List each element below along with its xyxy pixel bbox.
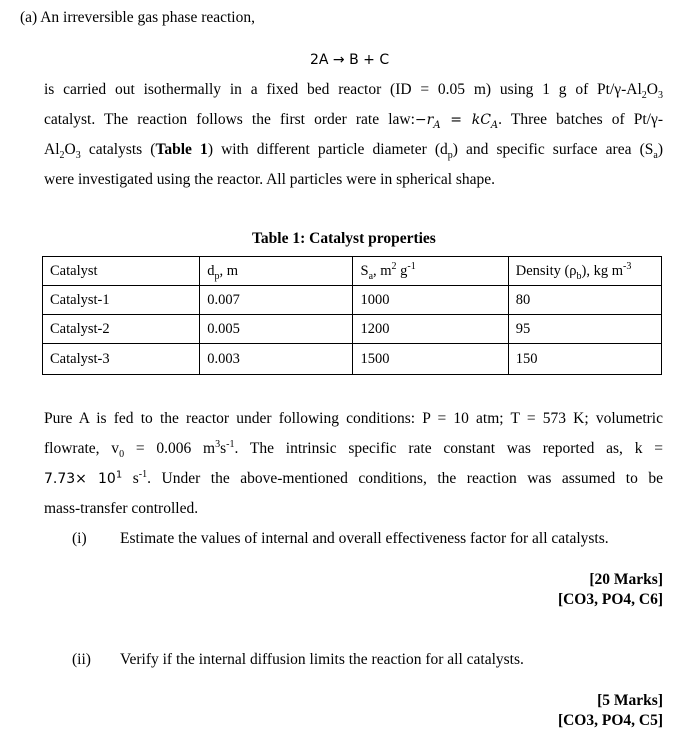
- table-reference: Table 1: [155, 141, 208, 158]
- table-cell: 150: [508, 344, 661, 375]
- table-row: [43, 315, 662, 344]
- table-cell: 95: [508, 315, 661, 344]
- question-1-marks: [20 Marks]: [589, 571, 663, 588]
- header-density: Density $(\rho_b)$, kg $m^{-3}$: [508, 257, 661, 286]
- table-cell: 0.007: [200, 286, 353, 315]
- rate-law: $-r_A = kC_A$: [414, 112, 499, 131]
- question-1-number: (i): [72, 530, 87, 547]
- header-dp: $d_p$, m: [200, 257, 353, 286]
- table-cell: 0.005: [200, 315, 353, 344]
- feed-line-2: flowrate, $v_0 = 0.006$ $m^3s^{-1}$. The intrinsic specific rate constant was reported as, k =: [44, 438, 663, 461]
- table-cell: Catalyst-1: [43, 286, 200, 315]
- paragraph-line-3: $Al_2O_3$ catalysts (Table 1) with different particle diameter $(d_p)$ and specific surface area $(S_a)$: [44, 141, 663, 162]
- question-1-text: Estimate the values of internal and overall effectiveness factor for all catalysts.: [120, 530, 609, 547]
- table-row: [43, 286, 662, 315]
- table-cell: Catalyst-2: [43, 315, 200, 344]
- table-cell: Catalyst-3: [43, 344, 200, 375]
- feed-line-1: Pure A is fed to the reactor under following conditions: P = 10 atm; T = 573 K; volumetric: [44, 410, 663, 427]
- paragraph-line-1: is carried out isothermally in a fixed bed reactor (ID = 0.05 m) using 1 g of $Pt/\gamma-Al_2O_3$: [44, 81, 663, 102]
- question-1-outcomes: [CO3, PO4, C6]: [557, 591, 663, 608]
- table-cell: 1200: [353, 315, 508, 344]
- paragraph-line-2: catalyst. The reaction follows the first order rate $law:-r_A = kC_A$. Three batches of Pt/γ-: [44, 111, 664, 131]
- paragraph-line-4: were investigated using the reactor. All particles were in spherical shape.: [44, 171, 496, 188]
- reaction-equation: 2A → B + C: [310, 52, 390, 68]
- header-catalyst: Catalyst: [43, 257, 200, 286]
- feed-line-4: mass-transfer controlled.: [44, 500, 199, 517]
- part-a-intro: (a) An irreversible gas phase reaction,: [20, 9, 255, 26]
- table-cell: 1500: [353, 344, 508, 375]
- catalyst-properties-table: [42, 256, 662, 375]
- table-cell: 80: [508, 286, 661, 315]
- question-2-text: Verify if the internal diffusion limits the reaction for all catalysts.: [120, 651, 524, 668]
- question-2-marks: [5 Marks]: [597, 692, 663, 709]
- question-2-outcomes: [CO3, PO4, C5]: [557, 712, 663, 729]
- question-2-number: (ii): [72, 651, 91, 668]
- table-row: [43, 344, 662, 375]
- table-caption: Table 1: Catalyst properties: [252, 230, 436, 247]
- table-cell: 0.003: [200, 344, 353, 375]
- table-header-row: [43, 257, 662, 286]
- header-sa: $S_a$, $m^2$ $g^{-1}$: [353, 257, 508, 286]
- table-cell: 1000: [353, 286, 508, 315]
- feed-line-3: $7.73\times 10^1$ $s^{-1}$. Under the above-mentioned conditions, the reaction was assumed to be: [44, 468, 663, 487]
